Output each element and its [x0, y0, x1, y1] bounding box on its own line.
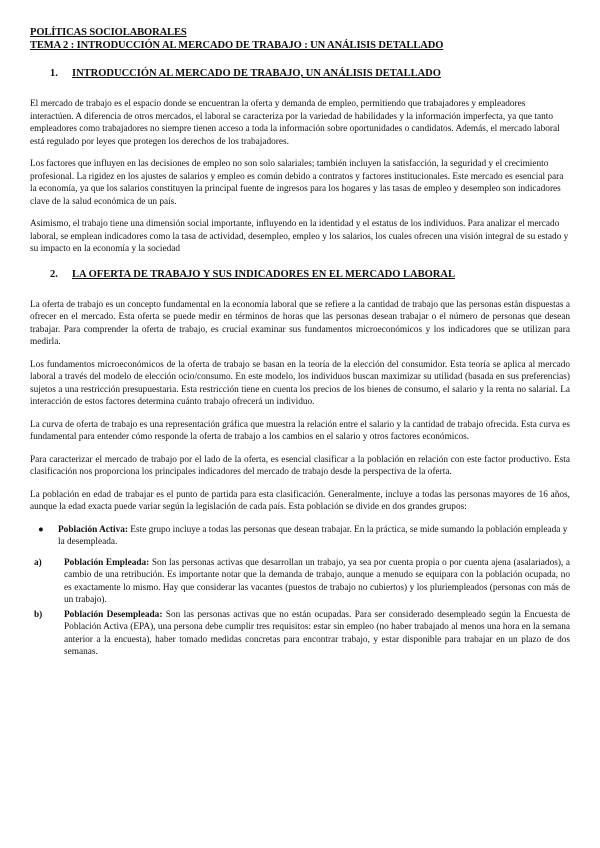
topic-title: TEMA 2 : INTRODUCCIÓN AL MERCADO DE TRABAJO : UN ANÁLISIS DETALLADO	[30, 40, 444, 51]
section-2-number: 2.	[50, 268, 58, 280]
subitem-poblacion-desempleada	[30, 609, 570, 659]
subitem-a-marker: a)	[34, 557, 42, 568]
section-2-paragraph-4: Para caracterizar el mercado de trabajo por el lado de la oferta, es esencial clasificar a la población en relación con este factor productivo. Esta clasificación nos proporciona los principales indicadores del mercado de trabajo desde la perspectiva de la oferta.	[30, 454, 570, 477]
bullet-icon: ●	[38, 524, 44, 535]
bullet-text: Este grupo incluye a todas las personas que desean trabajar. En la práctica, se mide sumando la población empleada y la desempleada.	[58, 524, 568, 547]
section-1-paragraph-3: Asimismo, el trabajo tiene una dimensión social importante, influyendo en la identidad y el estatus de los individuos. Para analizar el mercado laboral, se emplean indicadores como la tasa de actividad, desempleo, empleo y los salarios, los cuales ofrecen una visión integral de su estado y su impacto en la economía y la sociedad	[30, 219, 569, 254]
section-2-paragraph-1: La oferta de trabajo es un concepto fundamental en la economía laboral que se refiere a la cantidad de trabajo que las personas están dispuestas a ofrecer en el mercado. Esta oferta se puede medir en términos de horas que las personas desean trabajar o el número de personas que desean trabajar. Para comprender la oferta de trabajo, es crucial examinar sus fundamentos microeconómicos y los indicadores que se utilizan para medirla.	[30, 299, 570, 347]
subitem-b-term: Población Desempleada:	[64, 609, 163, 620]
subitem-a-term: Población Empleada:	[64, 557, 150, 568]
subitem-b-marker: b)	[34, 609, 43, 620]
section-1-heading	[50, 67, 570, 80]
subitem-a-text: Son las personas activas que desarrollan un trabajo, ya sea por cuenta propia o por cuenta ajena (asalariados), a cambio de una retribución. Es importante notar que la demanda de trabajo, aunque a menudo se equipara con la población ocupada, no es exactamente lo mismo. Hay que considerar las vacantes (puestos de trabajo no cubiertos) y los pluriempleados (personas con más de un trabajo).	[64, 557, 570, 605]
section-2-title: LA OFERTA DE TRABAJO Y SUS INDICADORES EN EL MERCADO LABORAL	[72, 268, 455, 280]
course-title: POLÍTICAS SOCIOLABORALES	[30, 27, 187, 38]
bullet-poblacion-activa	[30, 524, 570, 549]
section-2-paragraph-3: La curva de oferta de trabajo es una representación gráfica que muestra la relación entre el salario y la cantidad de trabajo ofrecida. Esta curva es fundamental para entender cómo responde la oferta de trabajo a los cambios en el salario y otros factores económicos.	[30, 419, 570, 442]
subitem-a-body	[64, 557, 570, 607]
subitem-b-text: Son las personas activas que no están ocupadas. Para ser considerado desempleado según la Encuesta de Población Activa (EPA), una persona debe cumplir tres requisitos: estar sin empleo (no haber trabajado al menos una hora en la semana anterior a la encuesta), haber tomado medidas concretas para encontrar trabajo, y estar disponible para trabajar en un plazo de dos semanas.	[64, 609, 570, 657]
section-2-paragraph-5: La población en edad de trabajar es el punto de partida para esta clasificación. Generalmente, incluye a todas las personas mayores de 16 años, aunque la edad exacta puede variar según la legislación de cada país. Esta población se divide en dos grandes grupos:	[30, 489, 570, 512]
bullet-body	[58, 524, 570, 549]
subitem-poblacion-empleada	[30, 557, 570, 607]
section-1-paragraph-1: El mercado de trabajo es el espacio donde se encuentran la oferta y demanda de empleo, permitiendo que trabajadores y empleadores interactúen. A diferencia de otros mercados, el laboral se caracteriza por la variedad de habilidades y la información imperfecta, ya que tanto empleadores como trabajadores no siempre tienen acceso a toda la información sobre oportunidades o candidatos. Además, el mercado laboral está regulado por leyes que protegen los derechos de los trabajadores.	[30, 99, 560, 147]
section-1-title: INTRODUCCIÓN AL MERCADO DE TRABAJO, UN ANÁLISIS DETALLADO	[72, 68, 441, 79]
section-2-heading	[50, 268, 570, 281]
section-2-paragraph-2: Los fundamentos microeconómicos de la oferta de trabajo se basan en la teoría de la elección del consumidor. Esta teoría se aplica al mercado laboral a través del modelo de elección ocio/consumo. En este modelo, los individuos buscan maximizar su utilidad (basada en sus preferencias) sujetos a una restricción presupuestaria. Esta restricción tiene en cuenta los precios de los bienes de consumo, el salario y la renta no salarial. La interacción de estos factores determina cuánto trabajo ofrecerá un individuo.	[30, 359, 570, 407]
bullet-term: Población Activa:	[58, 524, 128, 535]
section-1-paragraph-2: Los factores que influyen en las decisiones de empleo no son solo salariales; también incluyen la satisfacción, la seguridad y el crecimiento profesional. La rigidez en los ajustes de salarios y empleo es común debido a contratos y factores institucionales. Este mercado es esencial para la economía, ya que los salarios constituyen la principal fuente de ingresos para los hogares y las tasas de empleo y desempleo son indicadores clave de la salud económica de un país.	[30, 159, 564, 207]
subitem-b-body	[64, 609, 570, 659]
section-1-number: 1.	[50, 68, 58, 79]
